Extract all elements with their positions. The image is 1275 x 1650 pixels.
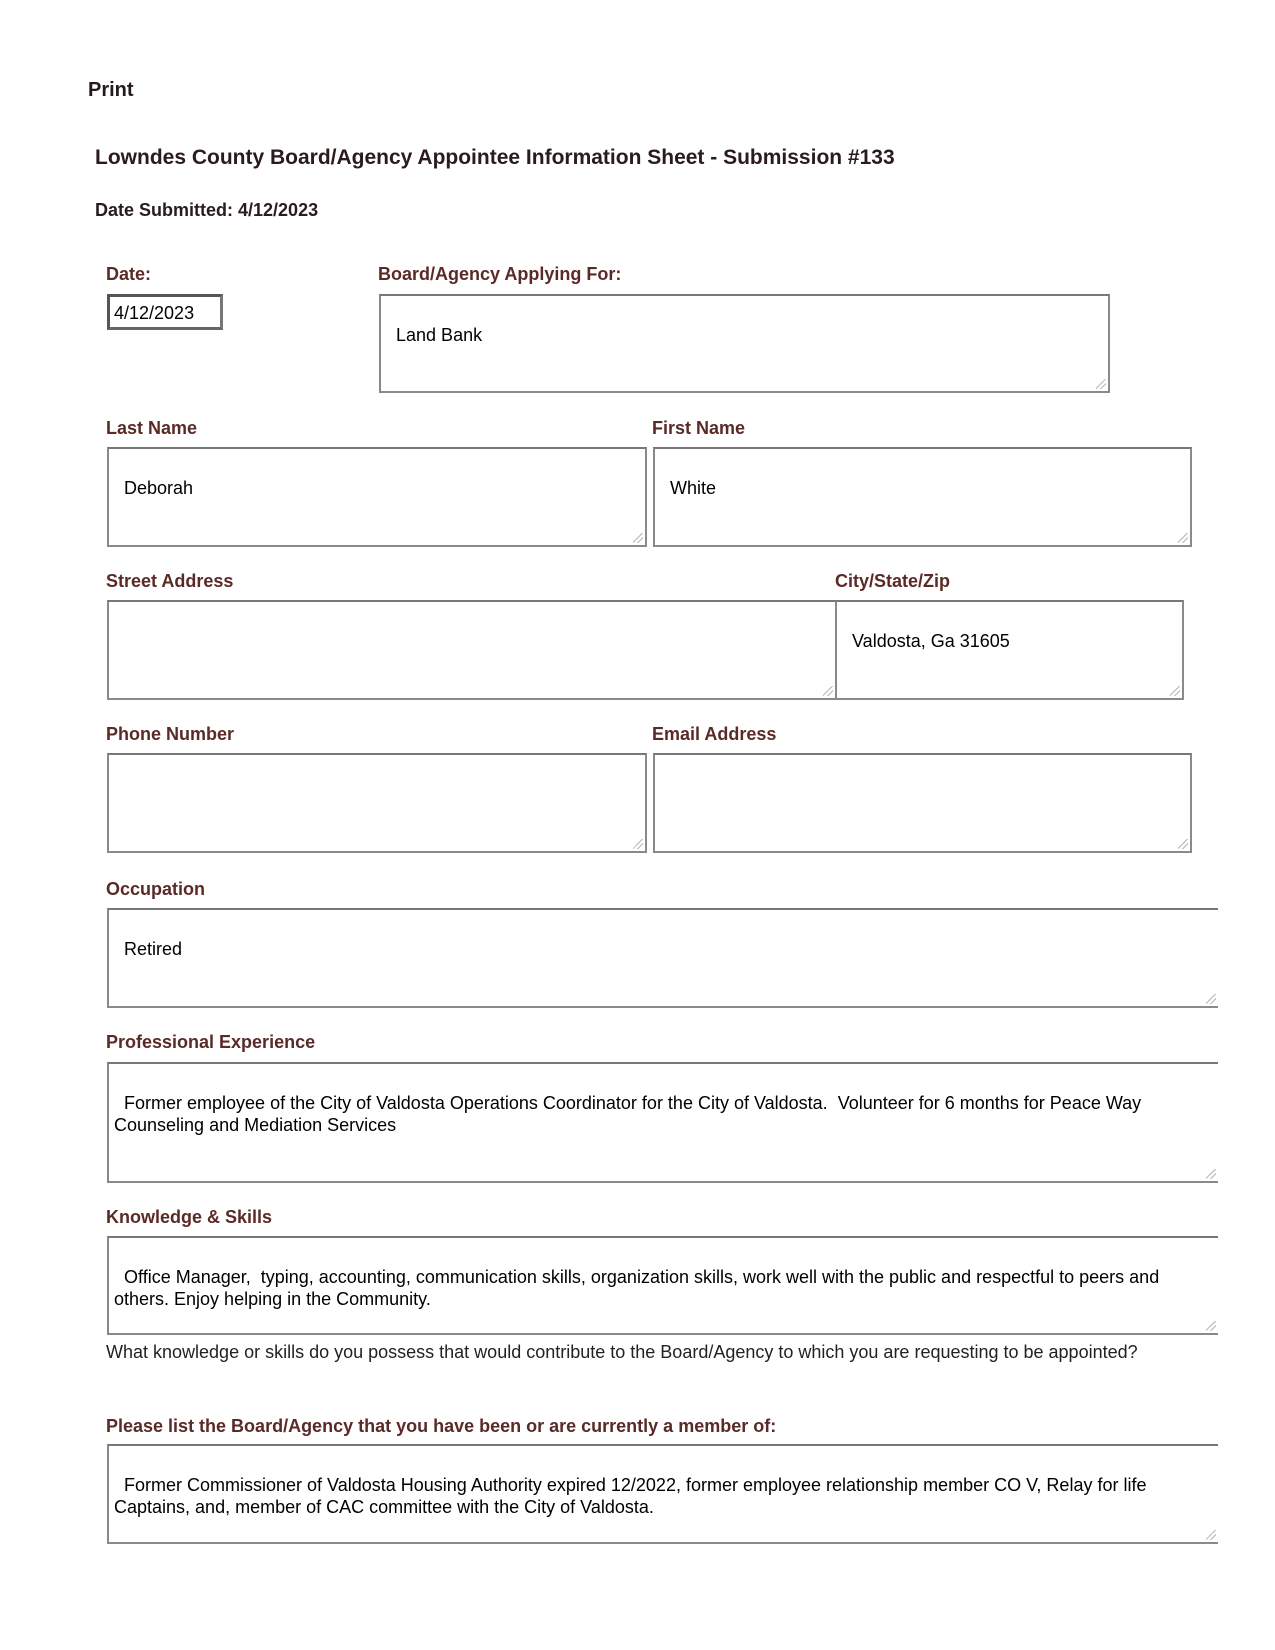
knowledge-skills-help-text: What knowledge or skills do you possess that would contribute to the Board/Agency to which you are requesting to be appointed? <box>106 1342 1138 1362</box>
city-state-zip-label: City/State/Zip <box>835 571 951 591</box>
resize-grip-icon[interactable] <box>1206 1530 1216 1540</box>
resize-grip-icon[interactable] <box>1096 379 1106 389</box>
date-submitted: Date Submitted: 4/12/2023 <box>95 200 319 220</box>
date-field[interactable]: 4/12/2023 <box>107 294 223 330</box>
city-state-zip-value: Valdosta, Ga 31605 <box>852 631 1010 651</box>
board-membership-field[interactable] <box>107 1444 1218 1544</box>
knowledge-skills-field[interactable] <box>107 1236 1218 1335</box>
resize-grip-icon[interactable] <box>1206 1169 1216 1179</box>
street-address-label: Street Address <box>106 571 234 591</box>
board-agency-label: Board/Agency Applying For: <box>378 264 622 284</box>
email-field[interactable] <box>653 753 1192 853</box>
resize-grip-icon[interactable] <box>1178 533 1188 543</box>
last-name-field[interactable] <box>107 447 647 547</box>
board-agency-field[interactable] <box>379 294 1110 393</box>
knowledge-skills-value: Office Manager, typing, accounting, communication skills, organization skills, work well with the public and respectful to peers and others. Enjoy helping in the Community. <box>114 1267 1165 1309</box>
print-link[interactable]: Print <box>88 79 134 101</box>
first-name-value: White <box>670 478 717 498</box>
street-address-field[interactable] <box>107 600 837 700</box>
resize-grip-icon[interactable] <box>1206 994 1216 1004</box>
first-name-field[interactable] <box>653 447 1192 547</box>
professional-experience-value: Former employee of the City of Valdosta Operations Coordinator for the City of Valdosta. Volunteer for 6 months for Peace Way Counseling and Mediation Services <box>114 1093 1147 1135</box>
occupation-value: Retired <box>124 939 183 959</box>
board-agency-value: Land Bank <box>396 325 483 345</box>
page-title: Lowndes County Board/Agency Appointee Information Sheet - Submission #133 <box>95 146 895 169</box>
professional-experience-label: Professional Experience <box>106 1032 316 1052</box>
first-name-label: First Name <box>652 418 746 438</box>
date-label: Date: <box>106 264 152 284</box>
resize-grip-icon[interactable] <box>1206 1321 1216 1331</box>
phone-field[interactable] <box>107 753 647 853</box>
city-state-zip-field[interactable] <box>836 600 1184 700</box>
occupation-label: Occupation <box>106 879 206 899</box>
last-name-value: Deborah <box>124 478 194 498</box>
resize-grip-icon[interactable] <box>1178 839 1188 849</box>
resize-grip-icon[interactable] <box>633 533 643 543</box>
board-membership-value: Former Commissioner of Valdosta Housing Authority expired 12/2022, former employee relationship member CO V, Relay for life Captains, and, member of CAC committee with the City of Valdosta. <box>114 1475 1152 1517</box>
phone-label: Phone Number <box>106 724 235 744</box>
email-label: Email Address <box>652 724 777 744</box>
knowledge-skills-label: Knowledge & Skills <box>106 1207 273 1227</box>
last-name-label: Last Name <box>106 418 198 438</box>
professional-experience-field[interactable] <box>107 1062 1218 1183</box>
resize-grip-icon[interactable] <box>1170 686 1180 696</box>
resize-grip-icon[interactable] <box>823 686 833 696</box>
resize-grip-icon[interactable] <box>633 839 643 849</box>
board-membership-label: Please list the Board/Agency that you have been or are currently a member of: <box>106 1416 777 1436</box>
occupation-field[interactable] <box>107 908 1218 1008</box>
